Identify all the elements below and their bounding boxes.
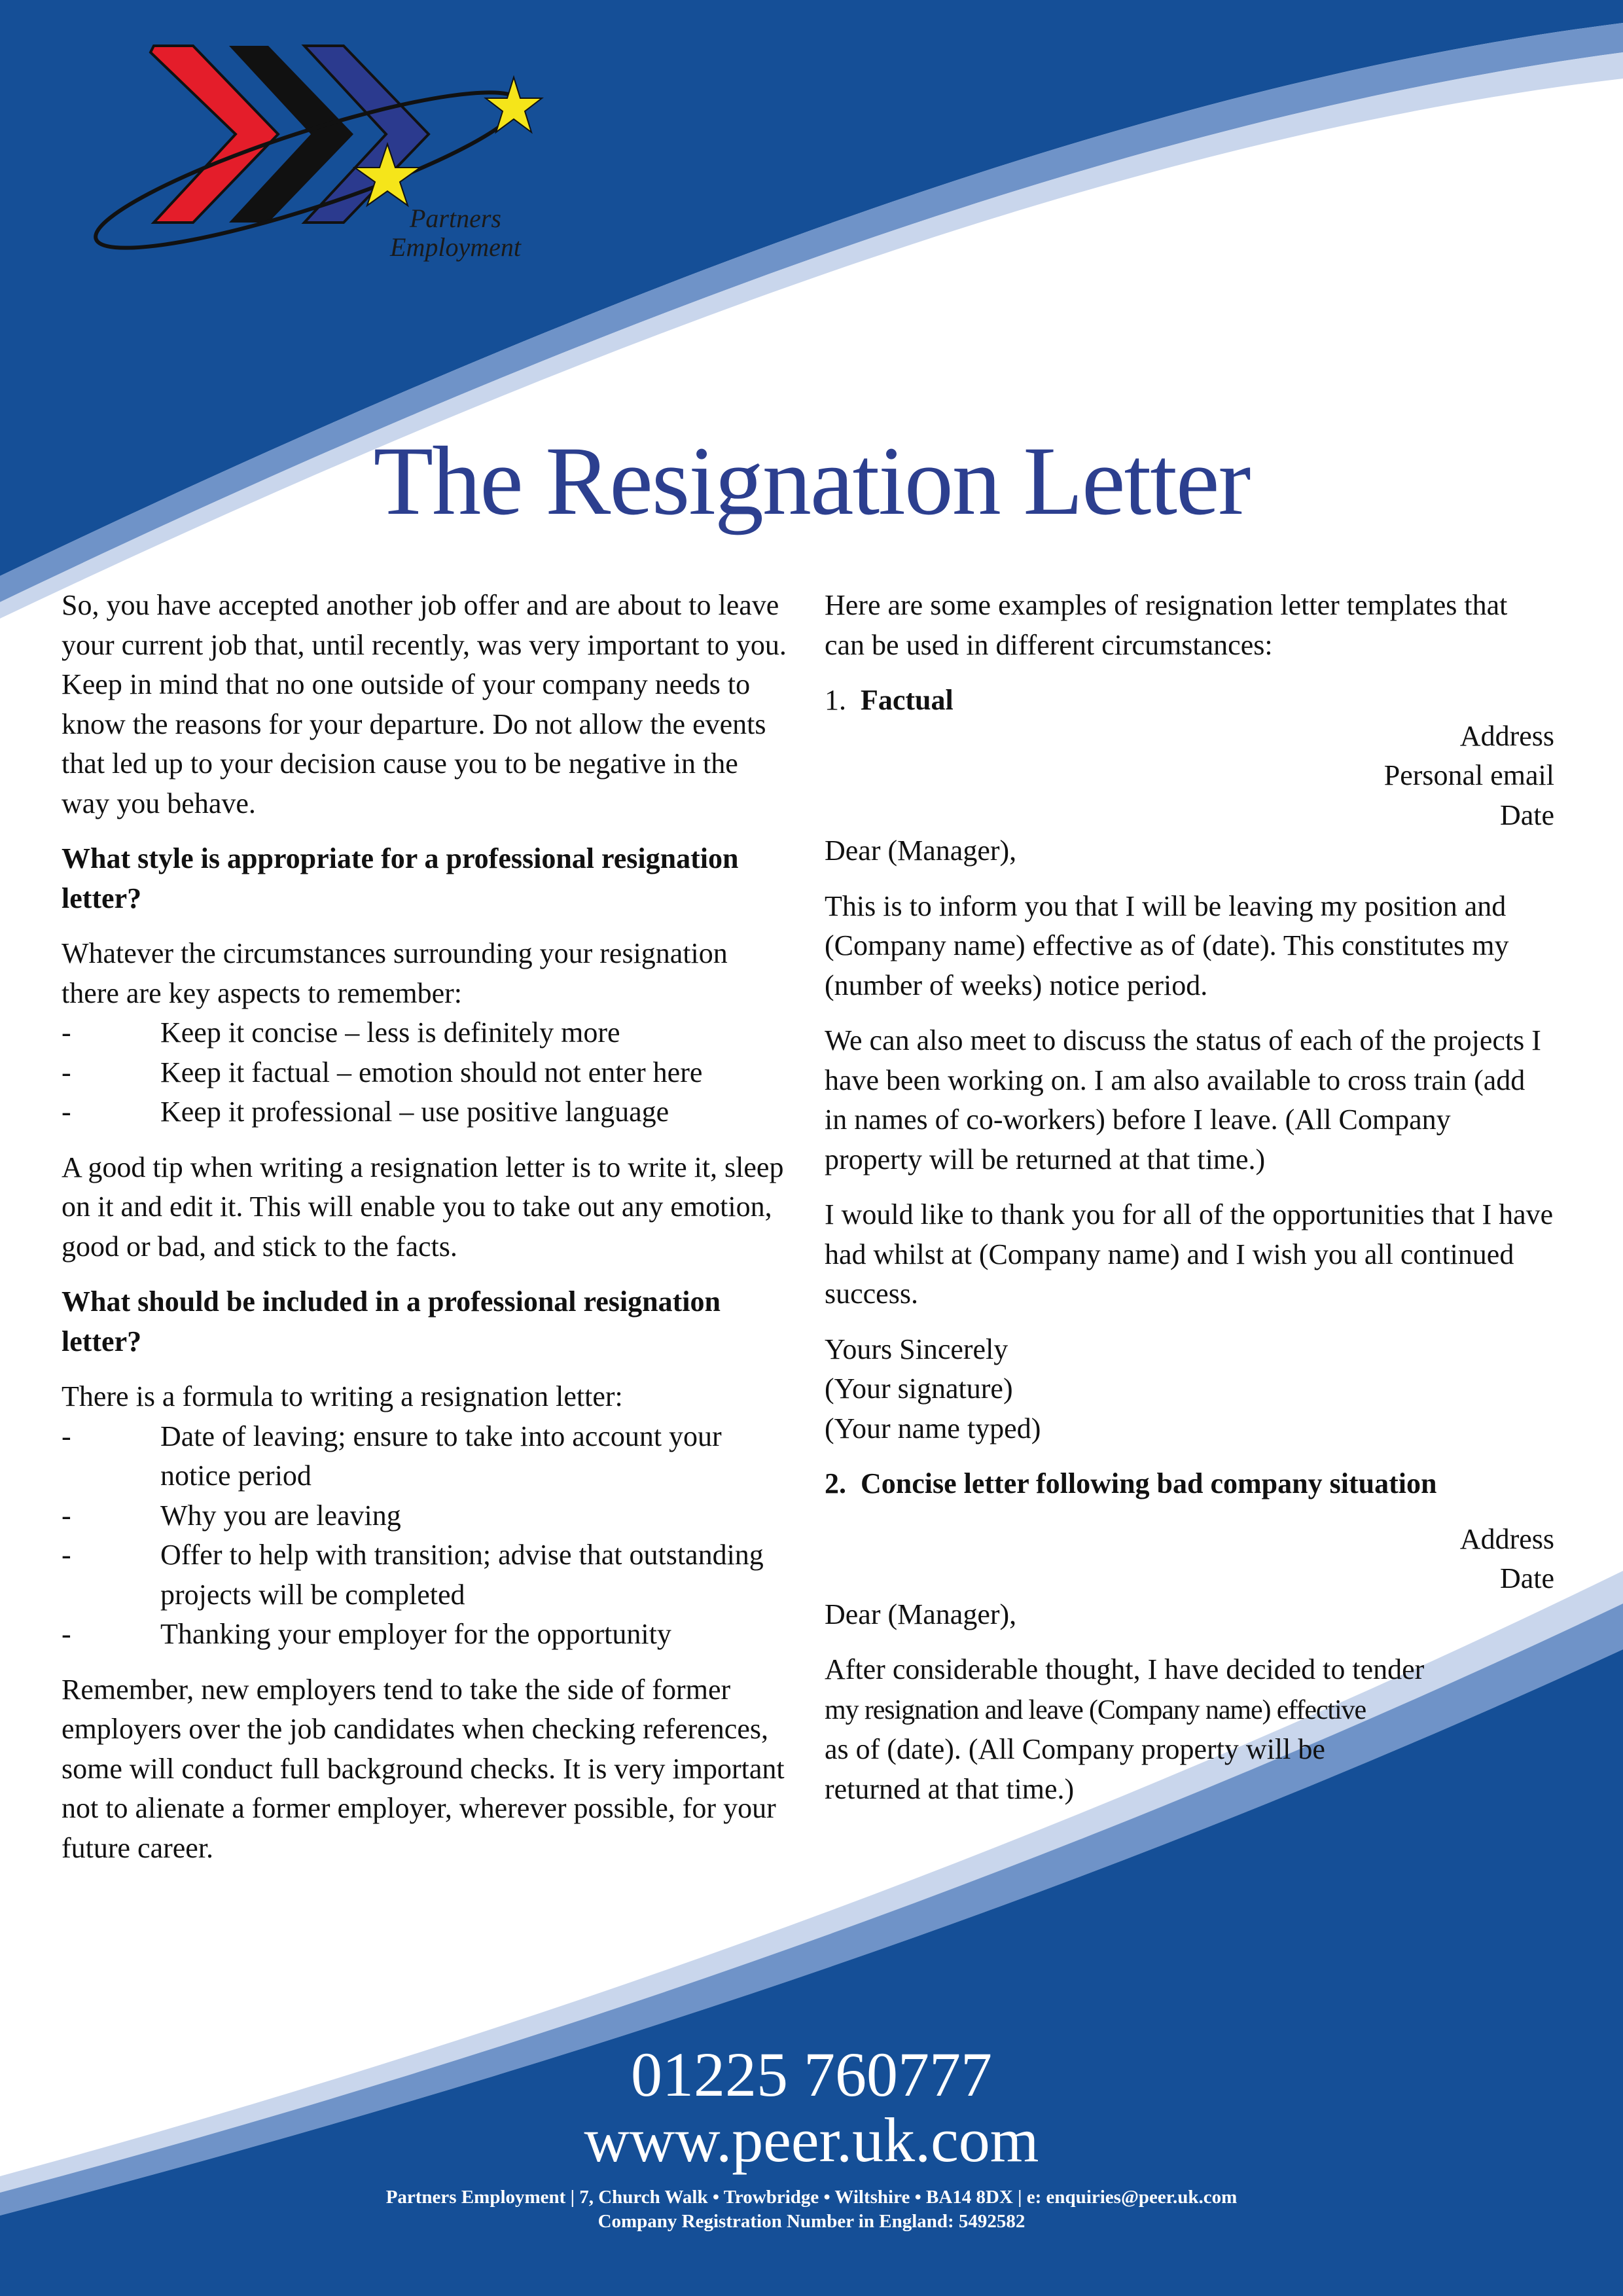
example-1-title: Factual: [861, 684, 954, 716]
paragraph-line: as of (date). (All Company property will be: [825, 1733, 1325, 1765]
list-item: [62, 1615, 788, 1655]
list-item: [62, 1092, 788, 1132]
example-1-heading: [825, 681, 1554, 721]
style-intro: Whatever the circumstances surrounding your resignation there are key aspects to remember:: [62, 937, 728, 1009]
list-item-text: Why you are leaving: [160, 1499, 401, 1532]
example-2-number: 2.: [825, 1467, 846, 1499]
list-item: [62, 1535, 788, 1615]
right-column: [825, 586, 1554, 1825]
example-1-address-block: [825, 717, 1554, 836]
list-item: [62, 1496, 788, 1536]
list-dash: -: [62, 1618, 71, 1650]
signature-line: (Your signature): [825, 1372, 1013, 1405]
example-2-paragraph-1: [825, 1650, 1554, 1809]
example-1-signoff: [825, 1330, 1554, 1449]
company-logo: [79, 39, 550, 288]
list-dash: -: [62, 1056, 71, 1088]
list-dash: -: [62, 1016, 71, 1049]
name-typed-line: (Your name typed): [825, 1412, 1041, 1444]
example-1-paragraph-3: I would like to thank you for all of the opportunities that I have had whilst at (Company name) and I wish you all continued success.: [825, 1198, 1554, 1310]
example-1-number: 1.: [825, 684, 846, 716]
logo-text-line2: Employment: [390, 232, 521, 262]
list-dash: -: [62, 1499, 71, 1532]
include-intro: There is a formula to writing a resignation letter:: [62, 1380, 623, 1412]
footer-address: Partners Employment | 7, Church Walk • Trowbridge • Wiltshire • BA14 8DX | e: enquiries@peer.uk.com: [385, 2187, 1238, 2208]
page-title: The Resignation Letter: [373, 427, 1250, 535]
list-item-text: Keep it professional – use positive language: [160, 1096, 669, 1128]
include-list: [62, 1417, 788, 1655]
logo-text: [364, 204, 547, 262]
tip-paragraph: A good tip when writing a resignation letter is to write it, sleep on it and edit it. This will enable you to take out any emotion, good or bad, and stick to the facts.: [62, 1151, 784, 1263]
address-line: Address: [1459, 719, 1554, 752]
paragraph-line: my resignation and leave (Company name) effective: [825, 1695, 1366, 1725]
date-line: Date: [1499, 1562, 1554, 1594]
footer-phone: 01225 760777: [631, 2039, 992, 2109]
example-2-heading: [825, 1464, 1554, 1504]
example-1-paragraph-1: This is to inform you that I will be leaving my position and (Company name) effective as of (date). This constitutes my (number of weeks) notice period.: [825, 889, 1509, 1001]
list-dash: -: [62, 1096, 71, 1128]
list-item: [62, 1013, 788, 1053]
example-2-address-block: [825, 1520, 1554, 1599]
example-2-title: Concise letter following bad company situation: [861, 1467, 1437, 1499]
list-item: [62, 1053, 788, 1093]
closing-line: Yours Sincerely: [825, 1333, 1008, 1365]
remember-paragraph: Remember, new employers tend to take the side of former employers over the job candidates when checking references, some will conduct full background checks. It is very important not to alienate a former employer, wherever possible, for your future career.: [62, 1673, 785, 1864]
example-2-salutation: Dear (Manager),: [825, 1598, 1017, 1630]
style-list: [62, 1013, 788, 1132]
include-heading: What should be included in a professional resignation letter?: [62, 1285, 721, 1357]
list-item-text: Date of leaving; ensure to take into account your notice period: [160, 1420, 722, 1492]
example-1-salutation: Dear (Manager),: [825, 834, 1017, 867]
paragraph-line: returned at that time.): [825, 1772, 1075, 1805]
list-item-text: Thanking your employer for the opportunity: [160, 1618, 671, 1650]
intro-paragraph: So, you have accepted another job offer and are about to leave your current job that, until recently, was very important to you. Keep in mind that no one outside of your company needs to know the reasons for your departure. Do not allow the events that led up to your decision cause you to be negative in the way you behave.: [62, 589, 787, 819]
list-dash: -: [62, 1539, 71, 1571]
list-item-text: Offer to help with transition; advise that outstanding projects will be completed: [160, 1539, 764, 1611]
style-heading: What style is appropriate for a professional resignation letter?: [62, 842, 739, 914]
date-line: Date: [1499, 798, 1554, 831]
footer-website[interactable]: www.peer.uk.com: [584, 2105, 1039, 2175]
address-line: Address: [1459, 1522, 1554, 1555]
example-1-paragraph-2: We can also meet to discuss the status of each of the projects I have been working on. I am also available to cross train (add in names of co-workers) before I leave. (All Company property will be returned at that time.): [825, 1024, 1541, 1175]
list-dash: -: [62, 1420, 71, 1452]
list-item-text: Keep it factual – emotion should not enter here: [160, 1056, 703, 1088]
email-line: Personal email: [1383, 759, 1554, 791]
list-item-text: Keep it concise – less is definitely more: [160, 1016, 620, 1049]
paragraph-line: After considerable thought, I have decided to tender: [825, 1653, 1425, 1685]
examples-intro: Here are some examples of resignation letter templates that can be used in different circumstances:: [825, 589, 1508, 661]
footer-registration: Company Registration Number in England: 5492582: [597, 2211, 1026, 2232]
left-column: [62, 586, 788, 1884]
list-item: [62, 1417, 788, 1496]
logo-text-line1: Partners: [410, 204, 501, 233]
